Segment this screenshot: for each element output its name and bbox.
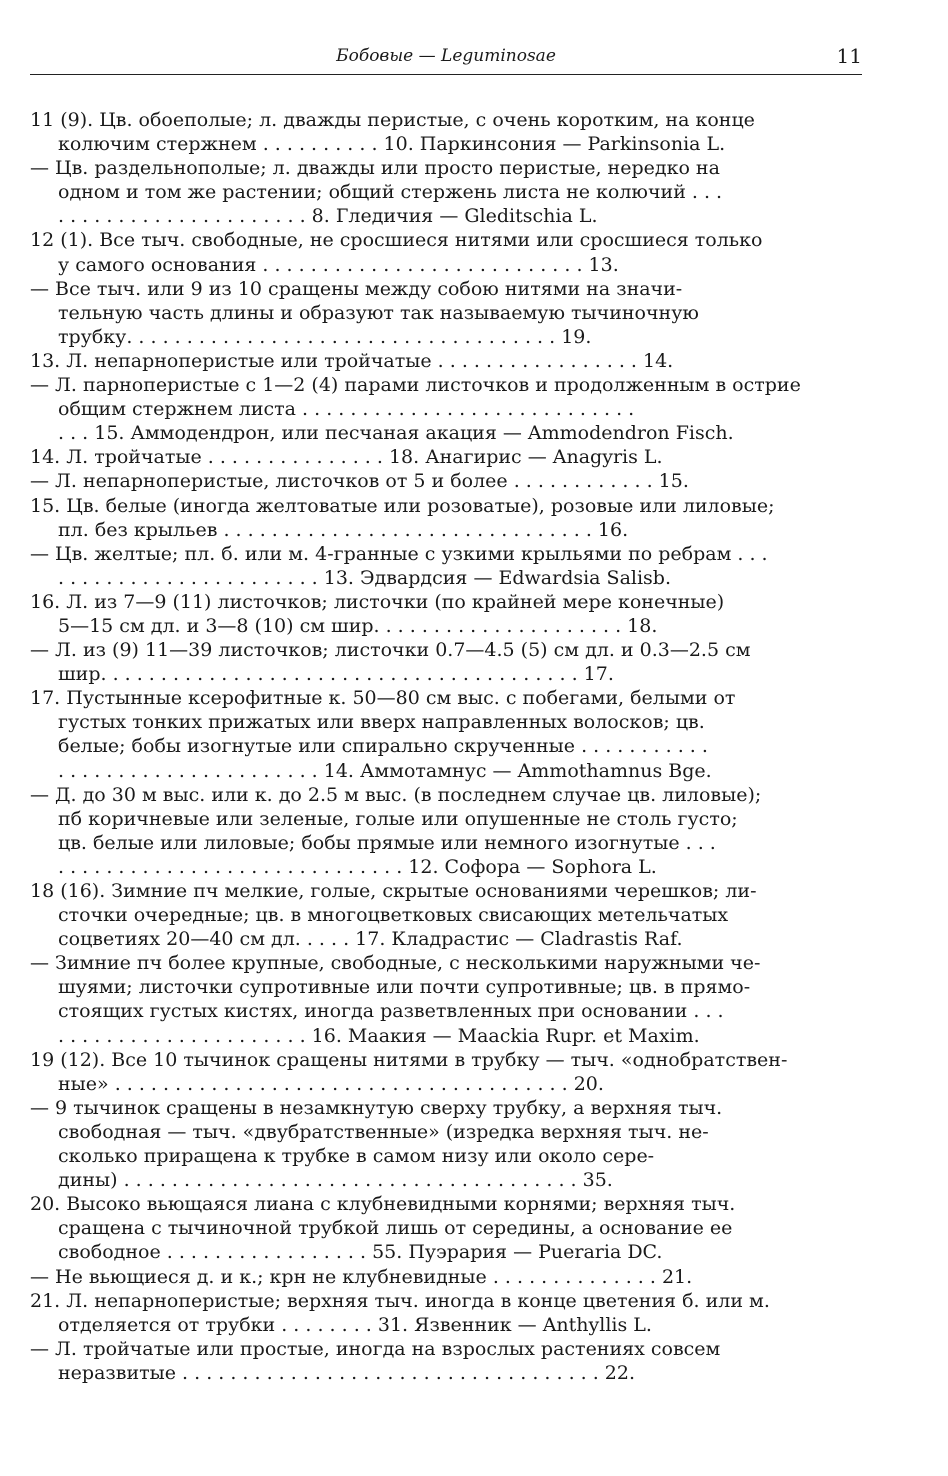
- key-line: [30, 1144, 860, 1168]
- key-line-text: сточки очередные; цв. в многоцветковых свисающих метельчатых: [58, 904, 729, 927]
- key-line-text: ные» . . . . . . . . . . . . . . . . . . . . . . . . . . . . . . . . . . . . . . 20.: [58, 1072, 604, 1095]
- identification-key: [30, 108, 860, 1385]
- key-line: [30, 494, 860, 518]
- key-line-text: — Все тыч. или 9 из 10 сращены между собою нитями на значи-: [30, 277, 683, 300]
- key-line: [30, 807, 860, 831]
- key-line-text: 14. Л. тройчатые . . . . . . . . . . . . . . . 18. Анагирис — Anagyris L.: [30, 446, 663, 469]
- key-line-text: шуями; листочки супротивные или почти супротивные; цв. в прямо-: [58, 976, 751, 999]
- key-line: [30, 445, 860, 469]
- key-line-text: 11 (9). Цв. обоеполые; л. дважды перистые, с очень коротким, на конце: [30, 109, 755, 131]
- key-line-text: стоящих густых кистях, иногда разветвленных при основании . . .: [58, 1000, 724, 1023]
- key-line: [30, 903, 860, 927]
- key-line: [30, 469, 860, 493]
- key-line: [30, 1313, 860, 1337]
- key-line-text: цв. белые или лиловые; бобы прямые или немного изогнутые . . .: [58, 831, 716, 854]
- page-number: 11: [836, 44, 862, 68]
- key-line: [30, 734, 860, 758]
- key-line-text: — Цв. желтые; пл. б. или м. 4-гранные с узкими крыльями по ребрам . . .: [30, 542, 768, 565]
- key-line: [30, 228, 860, 252]
- key-line: [30, 710, 860, 734]
- key-line-text: — 9 тычинок сращены в незамкнутую сверху трубку, а верхняя тыч.: [30, 1096, 723, 1119]
- key-line-text: 18 (16). Зимние пч мелкие, голые, скрытые основаниями черешков; ли-: [30, 880, 757, 902]
- key-line: [30, 421, 860, 445]
- key-line: [30, 1096, 860, 1120]
- key-line-text: . . . . . . . . . . . . . . . . . . . . . 8. Гледичия — Gleditschia L.: [58, 205, 598, 228]
- key-line-text: — Цв. раздельнополые; л. дважды или просто перистые, нередко на: [30, 157, 720, 180]
- key-line: [30, 1168, 860, 1192]
- key-line: [30, 301, 860, 325]
- running-title: Бобовые — Leguminosae: [336, 46, 556, 66]
- key-line-text: . . . . . . . . . . . . . . . . . . . . . 16. Маакия — Maackia Rupr. et Maxim.: [58, 1024, 700, 1047]
- key-line-text: . . . . . . . . . . . . . . . . . . . . . . . . . . . . . 12. Софора — Sophora L.: [58, 855, 657, 878]
- key-line: [30, 1361, 860, 1385]
- key-line-text: отделяется от трубки . . . . . . . . 31. Язвенник — Anthyllis L.: [58, 1313, 652, 1336]
- key-line: [30, 590, 860, 614]
- key-line-text: тельную часть длины и образуют так называемую тычиночную: [58, 301, 699, 324]
- key-line-text: дины) . . . . . . . . . . . . . . . . . . . . . . . . . . . . . . . . . . . . . . 35.: [58, 1169, 613, 1192]
- key-line-text: одном и том же растении; общий стержень листа не колючий . . .: [58, 181, 723, 204]
- key-line: [30, 518, 860, 542]
- key-line-text: густых тонких прижатых или вверх направленных волосков; цв.: [58, 711, 705, 734]
- key-line: [30, 542, 860, 566]
- key-line-text: 13. Л. непарноперистые или тройчатые . . . . . . . . . . . . . . . . . 14.: [30, 349, 674, 372]
- key-line-text: неразвитые . . . . . . . . . . . . . . . . . . . . . . . . . . . . . . . . . . . 22.: [58, 1361, 636, 1384]
- key-line-text: соцветиях 20—40 см дл. . . . . 17. Кладрастис — Cladrastis Raf.: [58, 928, 683, 951]
- key-line-text: 17. Пустынные ксерофитные к. 50—80 см выс. с побегами, белыми от: [30, 687, 736, 710]
- key-line-text: — Л. из (9) 11—39 листочков; листочки 0.7—4.5 (5) см дл. и 0.3—2.5 см: [30, 639, 751, 662]
- key-line: [30, 638, 860, 662]
- page-header: [30, 44, 862, 75]
- key-line: [30, 951, 860, 975]
- key-line: [30, 1072, 860, 1096]
- key-line-text: пб коричневые или зеленые, голые или опушенные не столь густо;: [58, 807, 738, 830]
- key-line: [30, 759, 860, 783]
- key-line: [30, 566, 860, 590]
- key-line-text: свободное . . . . . . . . . . . . . . . . . 55. Пуэрария — Pueraria DC.: [58, 1241, 663, 1264]
- key-line: [30, 1120, 860, 1144]
- key-line-text: сколько приращена к трубке в самом низу или около сере-: [58, 1145, 655, 1168]
- key-line: [30, 1024, 860, 1048]
- key-line-text: — Л. тройчатые или простые, иногда на взрослых растениях совсем: [30, 1337, 721, 1360]
- key-line: [30, 999, 860, 1023]
- key-line-text: . . . . . . . . . . . . . . . . . . . . . . 14. Аммотамнус — Ammothamnus Bge.: [58, 759, 712, 782]
- key-line: [30, 686, 860, 710]
- key-line: [30, 156, 860, 180]
- key-line: [30, 204, 860, 228]
- key-line: [30, 325, 860, 349]
- key-line: [30, 1216, 860, 1240]
- key-line-text: 5—15 см дл. и 3—8 (10) см шир. . . . . . . . . . . . . . . . . . . . . 18.: [58, 614, 658, 637]
- key-line-text: шир. . . . . . . . . . . . . . . . . . . . . . . . . . . . . . . . . . . . . . . . 17.: [58, 663, 614, 686]
- key-line: [30, 253, 860, 277]
- key-line: [30, 180, 860, 204]
- key-line: [30, 397, 860, 421]
- key-line: [30, 349, 860, 373]
- key-line-text: . . . 15. Аммодендрон, или песчаная акация — Ammodendron Fisch.: [58, 422, 734, 445]
- key-line-text: — Зимние пч более крупные, свободные, с несколькими наружными че-: [30, 952, 761, 975]
- key-line: [30, 1265, 860, 1289]
- key-line: [30, 1048, 860, 1072]
- key-line-text: трубку. . . . . . . . . . . . . . . . . . . . . . . . . . . . . . . . . . . . 19.: [58, 325, 592, 348]
- key-line-text: — Л. непарноперистые, листочков от 5 и более . . . . . . . . . . . . 15.: [30, 470, 689, 493]
- key-line-text: 12 (1). Все тыч. свободные, не сросшиеся нитями или сросшиеся только: [30, 229, 763, 252]
- key-line: [30, 1192, 860, 1216]
- key-line: [30, 783, 860, 807]
- key-line-text: свободная — тыч. «двубратственные» (изредка верхняя тыч. не-: [58, 1120, 709, 1143]
- key-line-text: — Не вьющиеся д. и к.; крн не клубневидные . . . . . . . . . . . . . . 21.: [30, 1265, 693, 1288]
- key-line-text: . . . . . . . . . . . . . . . . . . . . . . 13. Эдвардсия — Edwardsia Salisb.: [58, 566, 672, 589]
- key-line-text: у самого основания . . . . . . . . . . . . . . . . . . . . . . . . . . . 13.: [58, 253, 619, 276]
- key-line: [30, 277, 860, 301]
- key-line: [30, 855, 860, 879]
- key-line-text: 15. Цв. белые (иногда желтоватые или розоватые), розовые или лиловые;: [30, 494, 775, 517]
- key-line-text: 16. Л. из 7—9 (11) листочков; листочки (по крайней мере конечные): [30, 590, 725, 613]
- key-line-text: 19 (12). Все 10 тычинок сращены нитями в трубку — тыч. «однобратствен-: [30, 1048, 788, 1071]
- key-line: [30, 975, 860, 999]
- key-line: [30, 662, 860, 686]
- key-line-text: белые; бобы изогнутые или спирально скрученные . . . . . . . . . . .: [58, 735, 708, 758]
- key-line: [30, 1289, 860, 1313]
- key-line-text: пл. без крыльев . . . . . . . . . . . . . . . . . . . . . . . . . . . . . . . 16.: [58, 518, 629, 541]
- key-line: [30, 373, 860, 397]
- key-line: [30, 1337, 860, 1361]
- key-line: [30, 831, 860, 855]
- key-line: [30, 132, 860, 156]
- key-line-text: — Л. парноперистые с 1—2 (4) парами листочков и продолженным в острие: [30, 374, 801, 397]
- key-line: [30, 927, 860, 951]
- key-line-text: сращена с тычиночной трубкой лишь от середины, а основание ее: [58, 1217, 733, 1240]
- key-line: [30, 1240, 860, 1264]
- key-line: [30, 879, 860, 903]
- key-line: [30, 108, 860, 132]
- key-line: [30, 614, 860, 638]
- key-line-text: колючим стержнем . . . . . . . . . . 10. Паркинсония — Parkinsonia L.: [58, 133, 726, 156]
- key-line-text: 20. Высоко вьющаяся лиана с клубневидными корнями; верхняя тыч.: [30, 1193, 736, 1216]
- key-line-text: — Д. до 30 м выс. или к. до 2.5 м выс. (в последнем случае цв. лиловые);: [30, 783, 762, 806]
- key-line-text: общим стержнем листа . . . . . . . . . . . . . . . . . . . . . . . . . . . .: [58, 398, 635, 421]
- key-line-text: 21. Л. непарноперистые; верхняя тыч. иногда в конце цветения б. или м.: [30, 1289, 770, 1312]
